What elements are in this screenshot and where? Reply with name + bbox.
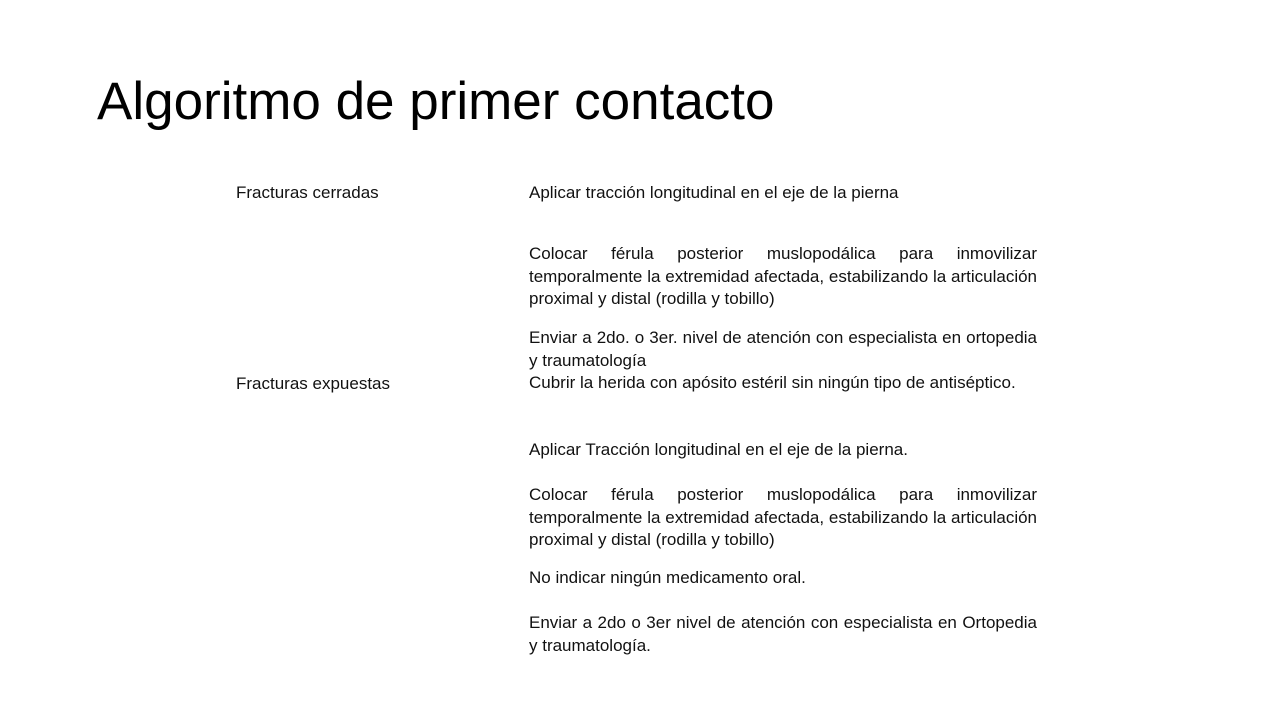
open-step-traction: Aplicar Tracción longitudinal en el eje de la pierna. — [529, 440, 908, 459]
closed-step-referral: Enviar a 2do. o 3er. nivel de atención con especialista en ortopedia y traumatología — [529, 328, 1037, 370]
page-title: Algoritmo de primer contacto — [97, 72, 775, 131]
open-step-cover-wound: Cubrir la herida con apósito estéril sin ningún tipo de antiséptico. — [529, 373, 1016, 392]
open-step-splint: Colocar férula posterior muslopodálica para inmovilizar temporalmente la extremidad afectada, estabilizando la articulación proximal y distal (rodilla y tobillo) — [529, 485, 1037, 549]
section-label-open-fractures: Fracturas expuestas — [236, 374, 391, 393]
closed-step-splint: Colocar férula posterior muslopodálica para inmovilizar temporalmente la extremidad afectada, estabilizando la articulación proximal y distal (rodilla y tobillo) — [529, 244, 1037, 308]
open-step-no-oral-medication: No indicar ningún medicamento oral. — [529, 568, 806, 587]
closed-step-traction: Aplicar tracción longitudinal en el eje de la pierna — [529, 183, 899, 202]
open-step-referral: Enviar a 2do o 3er nivel de atención con especialista en Ortopedia y traumatología. — [529, 613, 1037, 655]
section-label-closed-fractures: Fracturas cerradas — [236, 183, 379, 202]
